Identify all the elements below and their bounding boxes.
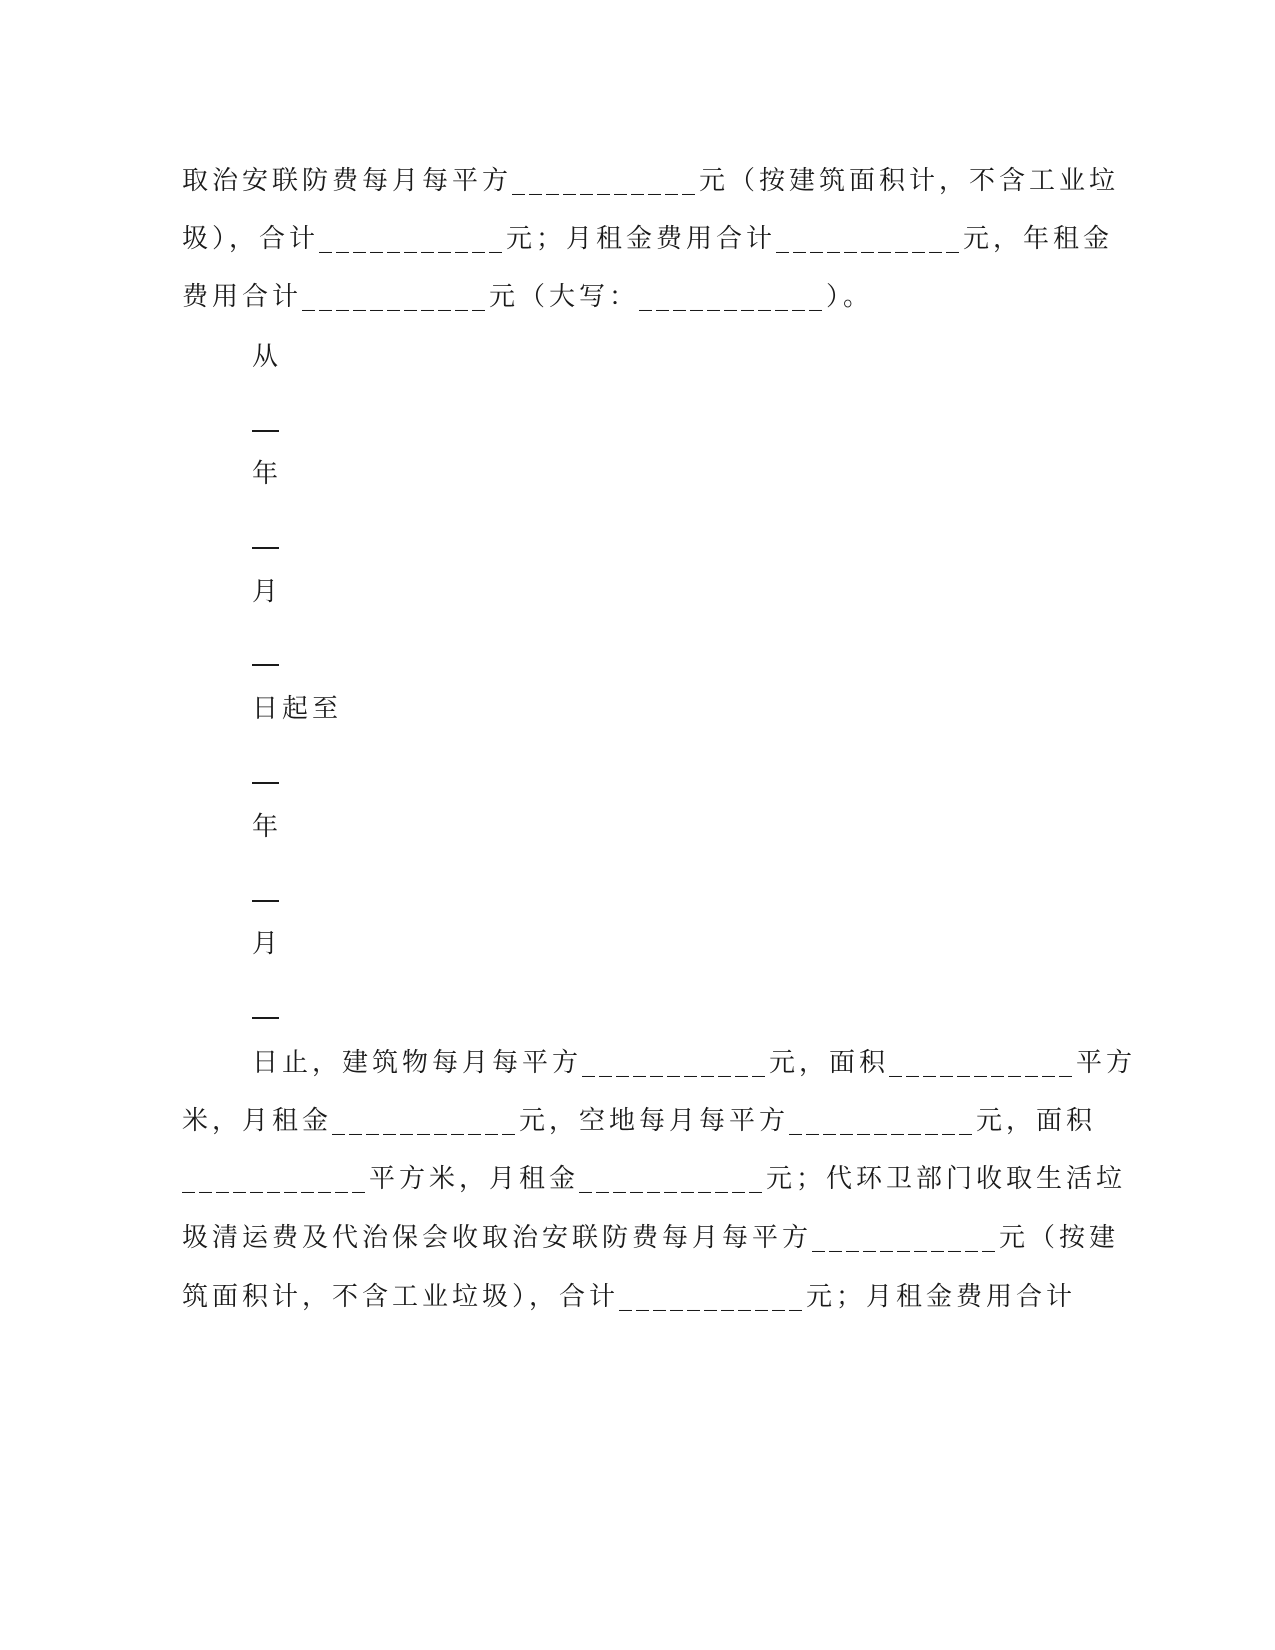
text-line: 筑面积计，不含工业垃圾），合计___________元；月租金费用合计 [182, 1282, 1077, 1312]
blank-dash [252, 664, 279, 666]
text-line: 取治安联防费每月每平方___________元（按建筑面积计，不含工业垃 [182, 166, 1120, 196]
text-line: 圾），合计___________元；月租金费用合计___________元，年租金 [182, 224, 1114, 254]
text-line: 从 [252, 342, 283, 372]
blank-dash [252, 900, 279, 902]
text-line: 月 [252, 929, 283, 959]
blank-dash [252, 430, 279, 432]
text-line: 月 [252, 577, 283, 607]
text-line: 日止，建筑物每月每平方___________元，面积___________平方 [252, 1048, 1137, 1078]
blank-dash [252, 782, 279, 784]
text-line: 圾清运费及代治保会收取治安联防费每月每平方___________元（按建 [182, 1223, 1120, 1253]
text-line: 米，月租金___________元，空地每月每平方___________元，面积 [182, 1106, 1097, 1136]
blank-dash [252, 1017, 279, 1019]
text-line: 年 [252, 459, 283, 489]
text-line: 日起至 [252, 694, 343, 724]
text-line: 费用合计___________元（大写：___________）。 [182, 282, 874, 312]
text-line: 年 [252, 812, 283, 842]
text-line: ___________平方米，月租金___________元；代环卫部门收取生活垃 [182, 1164, 1127, 1194]
blank-dash [252, 547, 279, 549]
